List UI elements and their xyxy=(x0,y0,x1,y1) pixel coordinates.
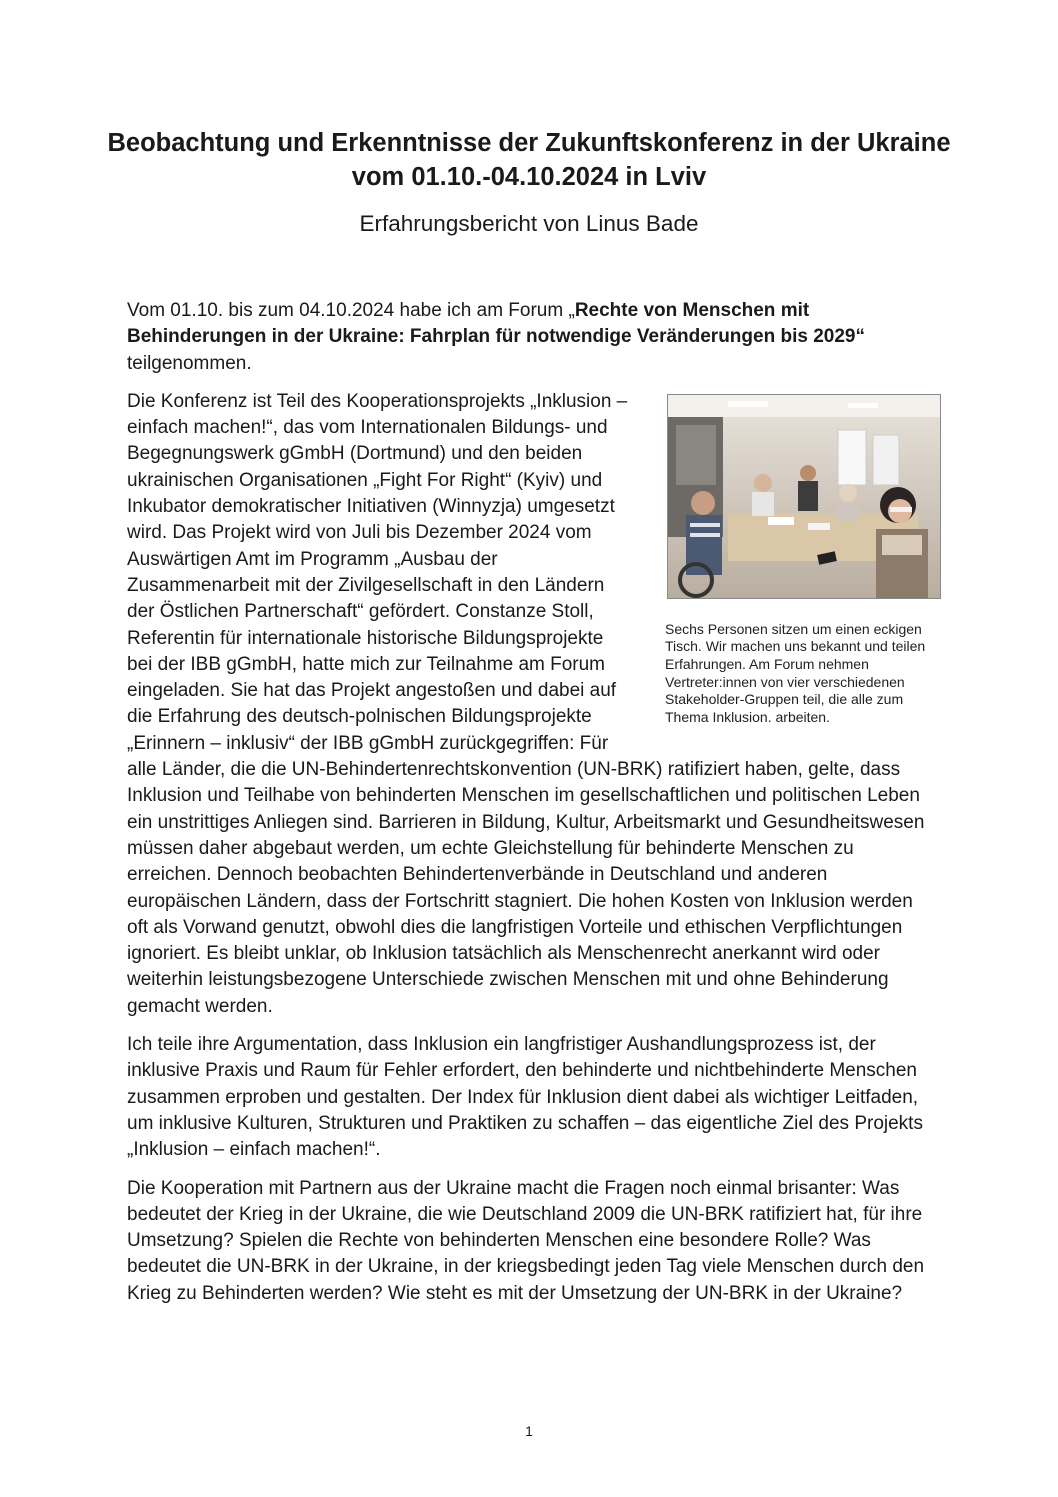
paragraph-cooperation: Die Kooperation mit Partnern aus der Ukraine macht die Fragen noch einmal brisanter: Was bedeutet der Krieg in der Ukraine, die wie Deutschland 2009 die UN-BRK ratifiziert hat, für ihre Umsetzung? Spielen die Rechte von behinderten Menschen eine besondere Rolle? Was bedeutet die UN-BRK in der Ukraine, in der kriegsbedingt jeden Tag viele Menschen durch den Krieg zu Behinderten werden? Wie steht es mit der Umsetzung der UN-BRK in der Ukraine? xyxy=(127,1177,925,1304)
intro-paragraph xyxy=(127,298,932,377)
conference-photo xyxy=(667,394,941,599)
photo-caption: Sechs Personen sitzen um einen eckigen Tisch. Wir machen uns bekannt und teilen Erfahrungen. Am Forum nehmen Vertreter:innen von vier verschiedenen Stakeholder-Gruppen teil, die alle zum Thema Inklusion. arbeiten. xyxy=(665,620,926,725)
page-number: 1 xyxy=(525,1423,533,1439)
paragraph-argumentation: Ich teile ihre Argumentation, dass Inklusion ein langfristiger Aushandlungsprozess ist, der inklusive Praxis und Raum für Fehler erfordert, den behinderte und nichtbehinderte Menschen zusammen erproben und gestalten. Der Index für Inklusion dient dabei als wichtiger Leitfaden, um inklusive Kulturen, Strukturen und Praktiken zu schaffen – das eigentliche Ziel des Projekts „Inklusion – einfach machen!“. xyxy=(127,1034,923,1161)
forum-title: Rechte von Menschen mit Behinderungen in der Ukraine: Fahrplan für notwendige Veränderungen bis 2029“ xyxy=(127,300,865,348)
intro-text-after: teilgenommen. xyxy=(127,352,252,374)
paragraph-conference: Die Konferenz ist Teil des Kooperationsprojekts „Inklusion – einfach machen!“, das vom Internationalen Bildungs- und Begegnungswerk gGmbH (Dortmund) und den beiden ukrainischen Organisationen „Fight For Right“ (Kyiv) und Inkubator demokratischer Initiativen (Winnyzja) umgesetzt wird. Das Projekt wird von Juli bis Dezember 2024 vom Auswärtigen Amt im Programm „Ausbau der Zusammenarbeit mit der Zivilgesellschaft in den Ländern der Östlichen Partnerschaft“ gefördert. Constanze Stoll, Referentin für internationale historische Bildungsprojekte bei der IBB gGmbH, hatte mich zur Teilnahme am Forum eingeladen. Sie hat das Projekt angestoßen und dabei auf die Erfahrung des deutsch-polnischen Bildungsprojekte „Erinnern – inklusiv“ der IBB gGmbH zurückgegriffen: Für alle Länder, die die UN-Behindertenrechtskonvention (UN-BRK) ratifiziert haben, gelte, dass Inklusion und Teilhabe von behinderten Menschen im gesellschaftlichen und politischen Leben ein unstrittiges Anliegen sind. Barrieren in Bildung, Kultur, Arbeitsmarkt und Gesundheitswesen müssen daher abgebaut werden, um echte Gleichstellung für behinderte Menschen zu erreichen. Dennoch beobachten Behindertenverbände in Deutschland und anderen europäischen Ländern, dass der Fortschritt stagniert. Die hohen Kosten von Inklusion werden oft als Vorwand genutzt, obwohl dies die langfristigen Vorteile und ethischen Verpflichtungen ignoriert. Es bleibt unklar, ob Inklusion tatsächlich als Menschenrecht anerkannt wird oder weiterhin leistungsbezogene Unterschiede zwischen Menschen mit und ohne Behinderung gemacht werden. xyxy=(127,390,925,1017)
document-title: Beobachtung und Erkenntnisse der Zukunftskonferenz in der Ukraine vom 01.10.-04.10.2024 in Lviv xyxy=(107,129,951,191)
intro-text-before: Vom 01.10. bis zum 04.10.2024 habe ich am Forum „ xyxy=(127,300,575,321)
body-text xyxy=(127,298,932,1319)
conference-figure xyxy=(653,394,945,737)
document-subtitle: Erfahrungsbericht von Linus Bade xyxy=(359,211,699,236)
